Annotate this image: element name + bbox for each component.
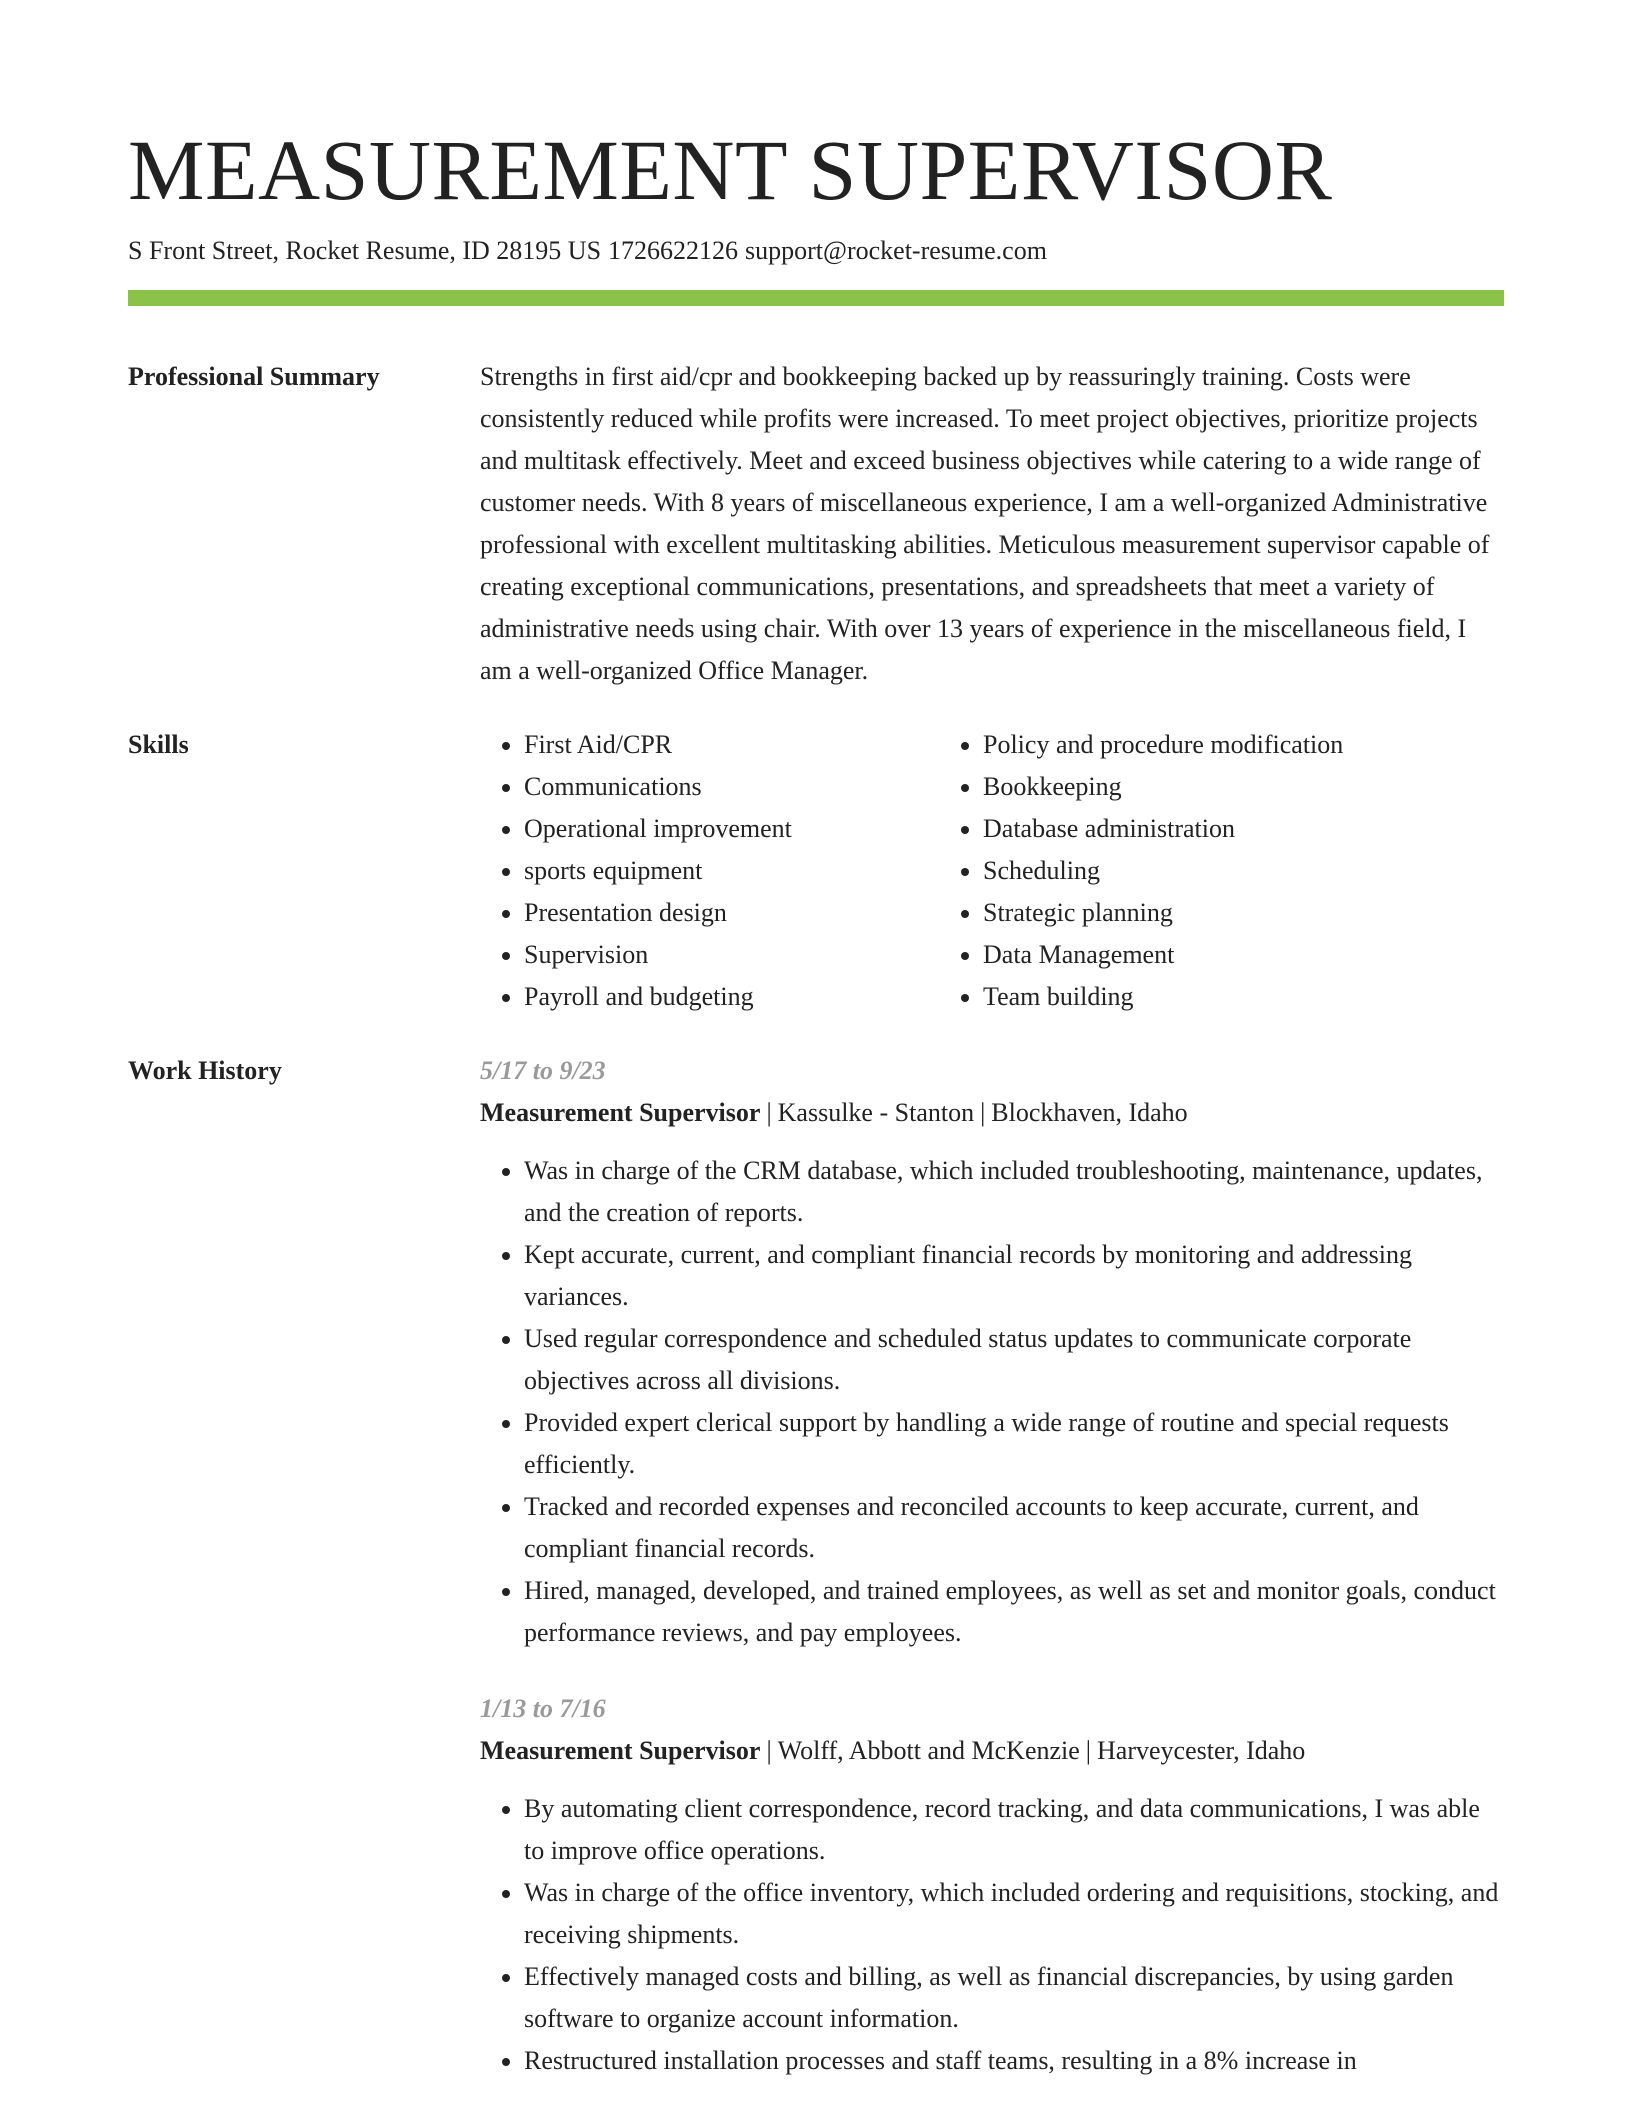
job-entry [480,1688,1504,2082]
skill-item: • Operational improvement [524,808,939,850]
section-label-summary: Professional Summary [128,362,380,391]
section-label-skills: Skills [128,730,189,759]
skill-item: • Scheduling [983,850,1504,892]
skill-item: • Strategic planning [983,892,1504,934]
job-bullet: • Effectively managed costs and billing, as well as financial discrepancies, by using garden software to organize account information. [524,1956,1504,2040]
skill-item: • sports equipment [524,850,939,892]
job-dates: 5/17 to 9/23 [480,1056,606,1085]
section-skills [128,724,1504,1018]
job-bullet: • Was in charge of the CRM database, which included troubleshooting, maintenance, updates, and the creation of reports. [524,1150,1504,1234]
job-company: Wolff, Abbott and McKenzie [777,1736,1080,1765]
skill-item: • Database administration [983,808,1504,850]
job-bullets [480,1788,1504,2082]
resume-name: MEASUREMENT SUPERVISOR [128,122,1333,218]
skill-item: • Supervision [524,934,939,976]
job-location: Harveycester, Idaho [1097,1736,1306,1765]
skill-item: • First Aid/CPR [524,724,939,766]
job-company: Kassulke - Stanton [777,1098,975,1127]
skill-item: • Communications [524,766,939,808]
job-separator: | [766,1736,772,1765]
job-bullet: • Restructured installation processes and staff teams, resulting in a 8% increase in [524,2040,1504,2082]
contact-address: S Front Street, Rocket Resume, ID 28195 US [128,236,602,265]
section-professional-summary [128,356,1504,692]
job-title: Measurement Supervisor [480,1098,761,1127]
job-title-line [480,1730,1504,1772]
job-dates: 1/13 to 7/16 [480,1694,606,1723]
section-label-work-history: Work History [128,1056,282,1085]
job-separator: | [1085,1736,1092,1765]
job-bullet: • Kept accurate, current, and compliant financial records by monitoring and addressing variances. [524,1234,1504,1318]
summary-text: Strengths in first aid/cpr and bookkeeping backed up by reassuringly training. Costs were consistently reduced while profits were increased. To meet project objectives, prioritize projects and multitask effectively. Meet and exceed business objectives while catering to a wide range of customer needs. With 8 years of miscellaneous experience, I am a well-organized Administrative professional with excellent multitasking abilities. Meticulous measurement supervisor capable of creating exceptional communications, presentations, and spreadsheets that meet a variety of administrative needs using chair. With over 13 years of experience in the miscellaneous field, I am a well-organized Office Manager. [480,362,1490,685]
job-bullet: • By automating client correspondence, record tracking, and data communications, I was able to improve office operations. [524,1788,1504,1872]
job-bullet: • Tracked and recorded expenses and reconciled accounts to keep accurate, current, and compliant financial records. [524,1486,1504,1570]
job-bullet: • Used regular correspondence and scheduled status updates to communicate corporate objectives across all divisions. [524,1318,1504,1402]
skill-item: • Bookkeeping [983,766,1504,808]
job-bullet: • Hired, managed, developed, and trained employees, as well as set and monitor goals, conduct performance reviews, and pay employees. [524,1570,1504,1654]
job-entry [480,1050,1504,1654]
skills-grid [480,724,1504,1018]
skill-item: • Presentation design [524,892,939,934]
skills-column-2 [939,724,1504,1018]
job-separator: | [980,1098,986,1127]
skill-item: • Data Management [983,934,1504,976]
job-bullet: • Provided expert clerical support by handling a wide range of routine and special requests efficiently. [524,1402,1504,1486]
resume-page [128,0,1504,2116]
job-title: Measurement Supervisor [480,1736,761,1765]
job-bullets [480,1150,1504,1654]
contact-phone: 1726622126 [608,236,739,265]
job-separator: | [766,1098,772,1127]
section-work-history [128,1050,1504,2116]
skill-item: • Team building [983,976,1504,1018]
contact-line [128,234,1504,268]
header-divider [128,290,1504,306]
job-location: Blockhaven, Idaho [991,1098,1188,1127]
contact-email: support@rocket-resume.com [745,236,1047,265]
job-bullet: • Was in charge of the office inventory, which included ordering and requisitions, stocking, and receiving shipments. [524,1872,1504,1956]
skill-item: • Policy and procedure modification [983,724,1504,766]
skill-item: • Payroll and budgeting [524,976,939,1018]
skills-column-1 [480,724,939,1018]
job-title-line [480,1092,1504,1134]
